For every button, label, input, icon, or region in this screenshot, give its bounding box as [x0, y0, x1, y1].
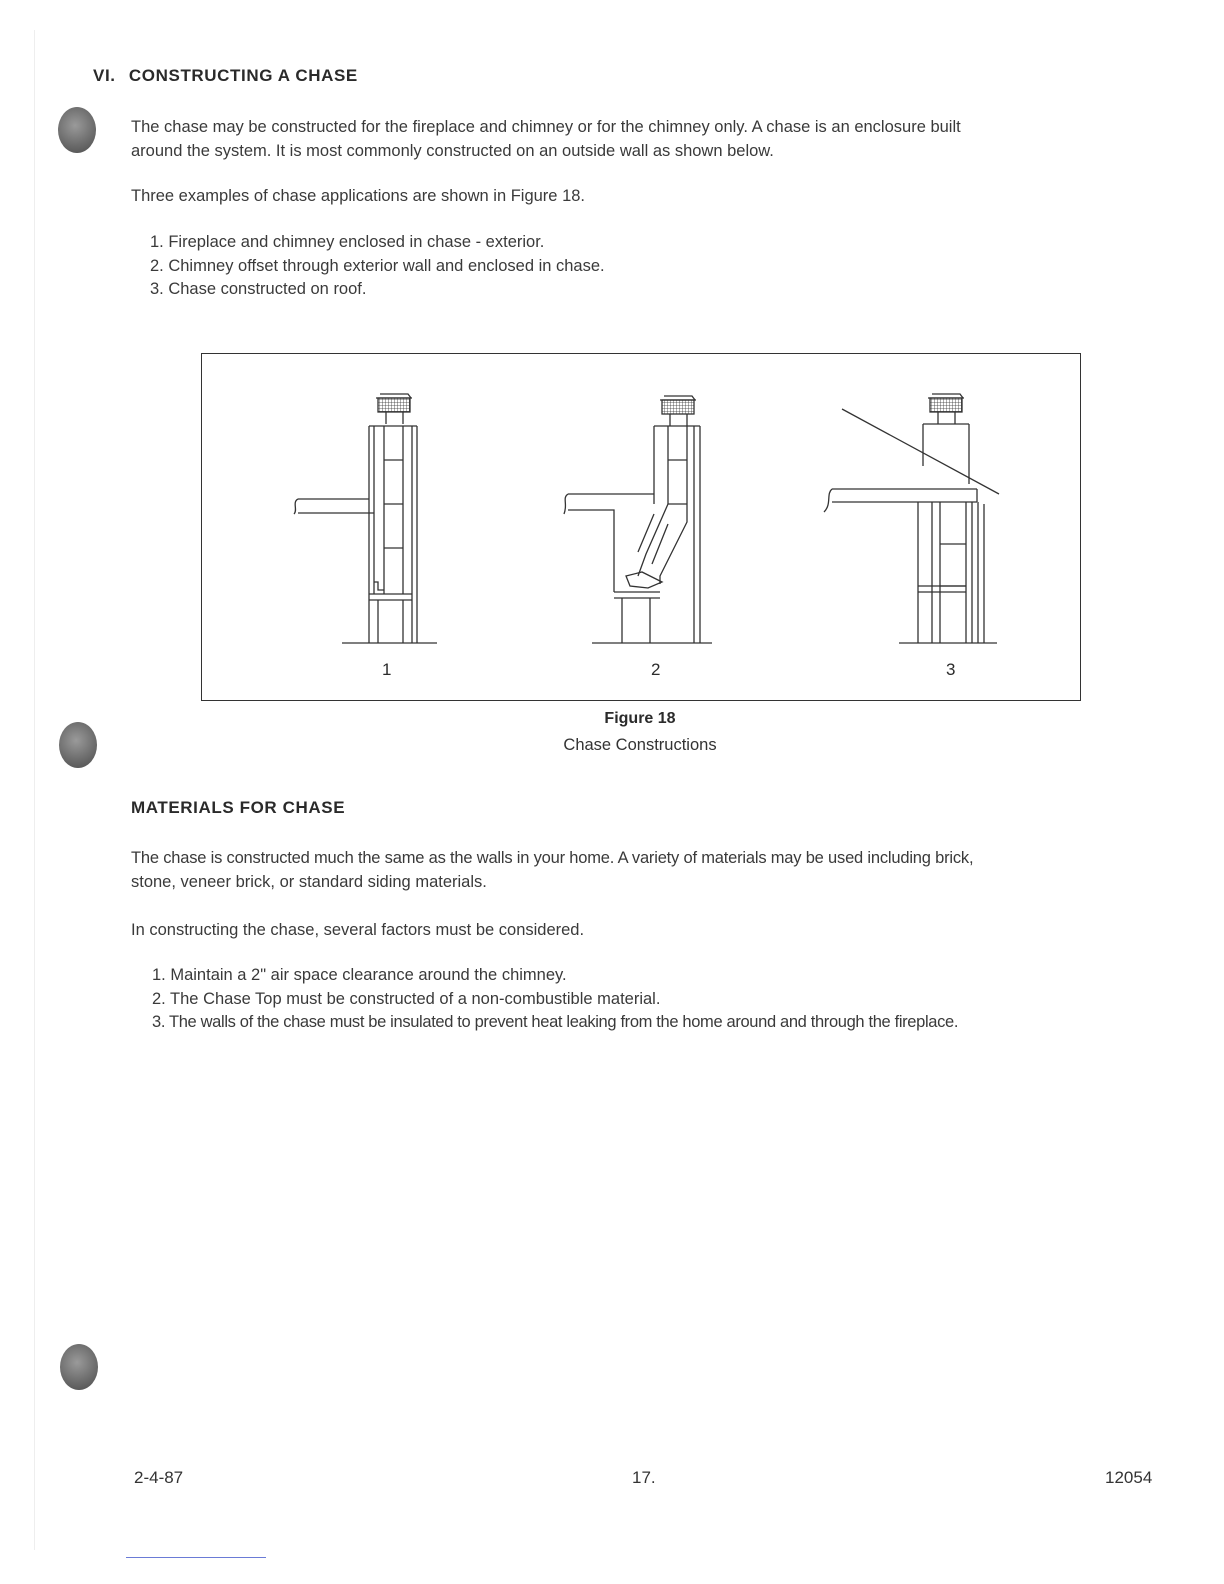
materials-heading: MATERIALS FOR CHASE: [131, 798, 346, 817]
list-item: 2. The Chase Top must be constructed of a non-combustible material.: [152, 989, 661, 1008]
section-heading: [93, 66, 358, 86]
footer-document-code: 12054: [1105, 1468, 1153, 1487]
list-item: 1. Maintain a 2" air space clearance around the chimney.: [152, 966, 567, 984]
figure-18-frame: [201, 353, 1081, 701]
materials-paragraph: [131, 846, 1171, 894]
chase-factors-list: [152, 964, 958, 1035]
figure-subtitle: Chase Constructions: [563, 736, 717, 754]
diagram-panel-3: [824, 394, 999, 643]
list-item: 3. The walls of the chase must be insulated to prevent heat leaking from the home around and through the fireplace.: [152, 1013, 959, 1031]
figure-title: Figure 18: [604, 710, 676, 727]
materials-line-1: The chase is constructed much the same as the walls in your home. A variety of materials may be used including brick,: [131, 849, 974, 867]
footer-date: 2-4-87: [134, 1468, 184, 1487]
materials-line-2: stone, veneer brick, or standard siding materials.: [131, 873, 487, 891]
panel-label-3: 3: [946, 660, 956, 679]
footer-page-number: 17.: [632, 1468, 656, 1487]
section-number: VI.: [93, 66, 116, 85]
page-edge-shadow: [34, 30, 35, 1550]
intro-line-2: around the system. It is most commonly constructed on an outside wall as shown below.: [131, 142, 774, 160]
chase-construction-diagram: [202, 354, 1079, 699]
panel-label-2: 2: [651, 660, 661, 679]
intro-line-1: The chase may be constructed for the fireplace and chimney or for the chimney only. A chase is an enclosure built: [131, 118, 961, 136]
intro-paragraph: [131, 115, 1171, 163]
binder-hole-bottom: [60, 1344, 98, 1390]
bottom-edge-line: [126, 1557, 266, 1558]
chase-examples-list: [150, 231, 605, 302]
materials-considerations-intro: In constructing the chase, several factors must be considered.: [131, 921, 585, 939]
panel-label-1: 1: [382, 660, 392, 679]
list-item: 2. Chimney offset through exterior wall and enclosed in chase.: [150, 256, 605, 275]
intro-figure-reference: Three examples of chase applications are shown in Figure 18.: [131, 187, 585, 205]
list-item: 1. Fireplace and chimney enclosed in chase - exterior.: [150, 233, 545, 251]
section-title: CONSTRUCTING A CHASE: [128, 66, 358, 85]
diagram-panel-2: [564, 396, 712, 643]
binder-hole-top: [58, 107, 96, 153]
diagram-panel-1: [294, 394, 437, 643]
list-item: 3. Chase constructed on roof.: [150, 280, 367, 298]
